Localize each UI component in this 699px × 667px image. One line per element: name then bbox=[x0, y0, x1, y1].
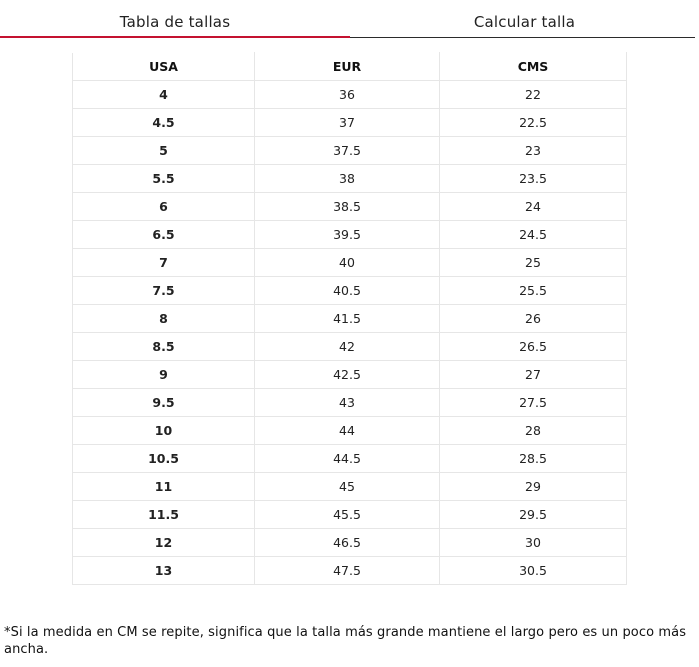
table-row bbox=[73, 193, 627, 221]
size-cms-cell: 29.5 bbox=[440, 501, 627, 529]
size-cms-cell: 24.5 bbox=[440, 221, 627, 249]
table-row bbox=[73, 361, 627, 389]
size-eur-cell: 45 bbox=[255, 473, 440, 501]
size-eur-cell: 40.5 bbox=[255, 277, 440, 305]
size-cms-cell: 30.5 bbox=[440, 557, 627, 585]
active-tab-indicator bbox=[0, 36, 350, 38]
size-usa-cell: 6 bbox=[73, 193, 255, 221]
size-eur-cell: 40 bbox=[255, 249, 440, 277]
column-header-cms: CMS bbox=[440, 53, 627, 81]
size-cms-cell: 29 bbox=[440, 473, 627, 501]
size-usa-cell: 9.5 bbox=[73, 389, 255, 417]
column-header-usa: USA bbox=[73, 53, 255, 81]
size-cms-cell: 26.5 bbox=[440, 333, 627, 361]
table-row bbox=[73, 529, 627, 557]
size-cms-cell: 22.5 bbox=[440, 109, 627, 137]
size-usa-cell: 6.5 bbox=[73, 221, 255, 249]
size-usa-cell: 13 bbox=[73, 557, 255, 585]
tab-bar bbox=[0, 0, 699, 40]
size-chart-table bbox=[72, 52, 627, 585]
table-row bbox=[73, 305, 627, 333]
size-eur-cell: 47.5 bbox=[255, 557, 440, 585]
size-usa-cell: 11 bbox=[73, 473, 255, 501]
size-eur-cell: 38 bbox=[255, 165, 440, 193]
table-header-row bbox=[73, 53, 627, 81]
size-eur-cell: 43 bbox=[255, 389, 440, 417]
size-cms-cell: 23.5 bbox=[440, 165, 627, 193]
size-eur-cell: 41.5 bbox=[255, 305, 440, 333]
table-row bbox=[73, 473, 627, 501]
table-row bbox=[73, 277, 627, 305]
size-usa-cell: 5 bbox=[73, 137, 255, 165]
size-eur-cell: 38.5 bbox=[255, 193, 440, 221]
size-usa-cell: 7 bbox=[73, 249, 255, 277]
size-eur-cell: 39.5 bbox=[255, 221, 440, 249]
table-row bbox=[73, 445, 627, 473]
size-eur-cell: 37 bbox=[255, 109, 440, 137]
table-row bbox=[73, 137, 627, 165]
size-cms-cell: 30 bbox=[440, 529, 627, 557]
table-row bbox=[73, 249, 627, 277]
size-eur-cell: 37.5 bbox=[255, 137, 440, 165]
table-row bbox=[73, 417, 627, 445]
tab-size-table[interactable]: Tabla de tallas bbox=[119, 13, 231, 31]
size-usa-cell: 10 bbox=[73, 417, 255, 445]
size-cms-cell: 28.5 bbox=[440, 445, 627, 473]
size-eur-cell: 36 bbox=[255, 81, 440, 109]
table-row bbox=[73, 389, 627, 417]
size-cms-cell: 24 bbox=[440, 193, 627, 221]
size-eur-cell: 44.5 bbox=[255, 445, 440, 473]
size-eur-cell: 42.5 bbox=[255, 361, 440, 389]
size-cms-cell: 22 bbox=[440, 81, 627, 109]
size-cms-cell: 23 bbox=[440, 137, 627, 165]
column-header-eur: EUR bbox=[255, 53, 440, 81]
size-cms-cell: 26 bbox=[440, 305, 627, 333]
size-usa-cell: 8.5 bbox=[73, 333, 255, 361]
size-cms-cell: 25.5 bbox=[440, 277, 627, 305]
table-row bbox=[73, 501, 627, 529]
tab-divider-line bbox=[350, 37, 695, 38]
size-usa-cell: 10.5 bbox=[73, 445, 255, 473]
table-row bbox=[73, 333, 627, 361]
size-usa-cell: 8 bbox=[73, 305, 255, 333]
size-cms-cell: 28 bbox=[440, 417, 627, 445]
table-row bbox=[73, 557, 627, 585]
size-usa-cell: 9 bbox=[73, 361, 255, 389]
size-cms-cell: 27 bbox=[440, 361, 627, 389]
table-row bbox=[73, 81, 627, 109]
size-eur-cell: 46.5 bbox=[255, 529, 440, 557]
size-cms-cell: 25 bbox=[440, 249, 627, 277]
size-cms-cell: 27.5 bbox=[440, 389, 627, 417]
table-row bbox=[73, 109, 627, 137]
size-eur-cell: 42 bbox=[255, 333, 440, 361]
table-row bbox=[73, 165, 627, 193]
size-eur-cell: 44 bbox=[255, 417, 440, 445]
size-usa-cell: 4 bbox=[73, 81, 255, 109]
size-usa-cell: 12 bbox=[73, 529, 255, 557]
size-usa-cell: 5.5 bbox=[73, 165, 255, 193]
table-row bbox=[73, 221, 627, 249]
size-usa-cell: 11.5 bbox=[73, 501, 255, 529]
size-usa-cell: 4.5 bbox=[73, 109, 255, 137]
size-footnote: *Si la medida en CM se repite, significa que la talla más grande mantiene el largo pero es un poco más ancha. bbox=[4, 625, 687, 657]
size-usa-cell: 7.5 bbox=[73, 277, 255, 305]
size-eur-cell: 45.5 bbox=[255, 501, 440, 529]
tab-calculate-size[interactable]: Calcular talla bbox=[473, 13, 576, 31]
